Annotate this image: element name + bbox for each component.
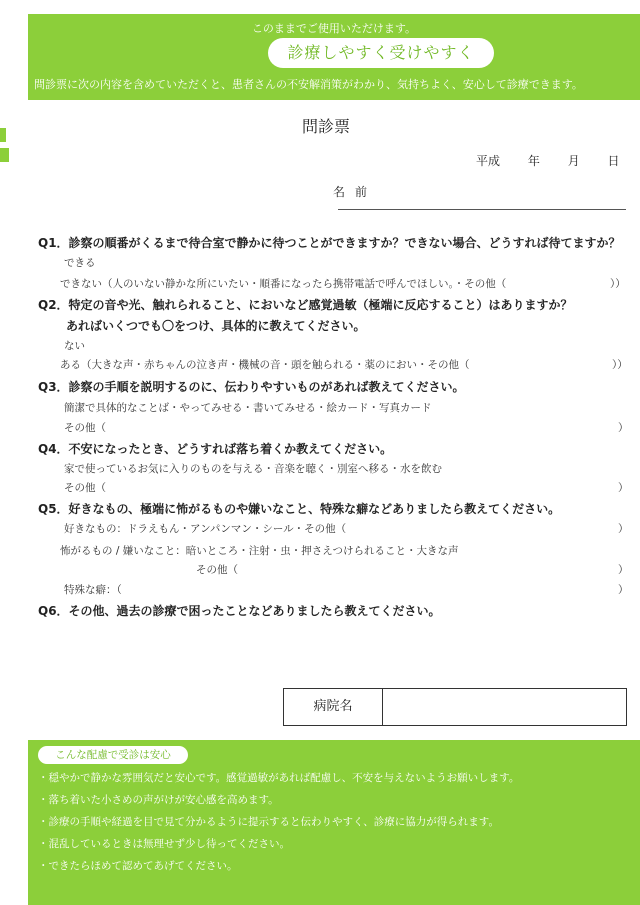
date-era: 平成 xyxy=(476,154,501,168)
footer-title-pill: こんな配慮で受診は安心 xyxy=(38,746,188,764)
header-note: このままでご使用いただけます。 xyxy=(251,22,417,35)
q5-likes: 好きなもの：ドラえもん・アンパンマン・シール・その他（ xyxy=(64,523,347,535)
q1-option-cannot: できない（人のいない静かな所にいたい・順番になったら携帯電話で呼んでほしい。・その他（ xyxy=(60,278,507,290)
date-field xyxy=(476,152,620,169)
date-day: 日 xyxy=(607,154,620,168)
footer-item: ・診療の手順や経過を目で見て分かるように提示すると伝わりやすく、診療に協力が得られます。 xyxy=(38,816,499,828)
header-description: 問診票に次の内容を含めていただくと、患者さんの不安解消策がわかり、気持ちよく、安心して診療できます。 xyxy=(34,78,583,91)
hospital-name-box xyxy=(283,688,627,726)
question-4: Q4．不安になったとき、どうすれば落ち着くか教えてください。 xyxy=(38,442,393,456)
q3-option-other: その他（ xyxy=(64,422,106,434)
question-2-sub: あればいくつでも〇をつけ、具体的に教えてください。 xyxy=(66,319,366,333)
q3-close-paren: ） xyxy=(618,422,629,434)
date-month: 月 xyxy=(567,154,580,168)
footer-item: ・落ち着いた小さめの声がけが安心感を高めます。 xyxy=(38,794,279,806)
hospital-name-label: 病院名 xyxy=(284,689,383,725)
q5-dislikes-close: ） xyxy=(618,564,629,576)
form-title: 問診票 xyxy=(302,117,351,136)
q2-option-none: ない xyxy=(64,340,85,352)
q5-dislikes-other: その他（ xyxy=(196,564,238,576)
q4-close-paren: ） xyxy=(618,482,629,494)
footer-band xyxy=(28,740,640,905)
question-1: Q1．診察の順番がくるまで待合室で静かに待つことができますか？できない場合、どうすれば待てますか？ xyxy=(38,236,621,250)
q4-option-other: その他（ xyxy=(64,482,106,494)
footer-item: ・できたらほめて認めてあげてください。 xyxy=(38,860,238,872)
footer-item: ・混乱しているときは無理せず少し待ってください。 xyxy=(38,838,290,850)
q1-close-paren: ）） xyxy=(610,278,626,290)
q1-option-can: できる xyxy=(64,257,96,269)
q5-habits: 特殊な癖：（ xyxy=(64,584,122,596)
question-5: Q5．好きなもの、極端に怖がるものや嫌いなこと、特殊な癖などありましたら教えてください。 xyxy=(38,502,561,516)
name-label: 名前 xyxy=(333,185,378,199)
q5-habits-close: ） xyxy=(618,584,629,596)
q2-close-paren: ）） xyxy=(612,359,628,371)
q2-option-some: ある（大きな声・赤ちゃんの泣き声・機械の音・頭を触られる・薬のにおい・その他（ xyxy=(60,359,470,371)
name-line xyxy=(338,209,626,210)
q3-option-1: 簡潔で具体的なことば・やってみせる・書いてみせる・絵カード・写真カード xyxy=(64,402,432,414)
q5-likes-close: ） xyxy=(618,523,629,535)
date-year: 年 xyxy=(527,154,540,168)
header-title-pill: 診療しやすく受けやすく xyxy=(268,38,494,68)
q4-option-1: 家で使っているお気に入りのものを与える・音楽を聴く・別室へ移る・水を飲む xyxy=(64,463,442,475)
side-decoration xyxy=(0,148,9,162)
question-6: Q6．その他、過去の診療で困ったことなどありましたら教えてください。 xyxy=(38,604,441,618)
q5-dislikes: 怖がるもの / 嫌いなこと：暗いところ・注射・虫・押さえつけられること・大きな声 xyxy=(60,545,459,557)
question-3: Q3．診察の手順を説明するのに、伝わりやすいものがあれば教えてください。 xyxy=(38,380,465,394)
side-decoration xyxy=(0,128,6,142)
question-2: Q2．特定の音や光、触れられること、においなど感覚過敏（極端に反応すること）はありますか？ xyxy=(38,298,573,312)
footer-item: ・穏やかで静かな雰囲気だと安心です。感覚過敏があれば配慮し、不安を与えないようお願いします。 xyxy=(38,772,520,784)
header-band xyxy=(28,14,640,100)
